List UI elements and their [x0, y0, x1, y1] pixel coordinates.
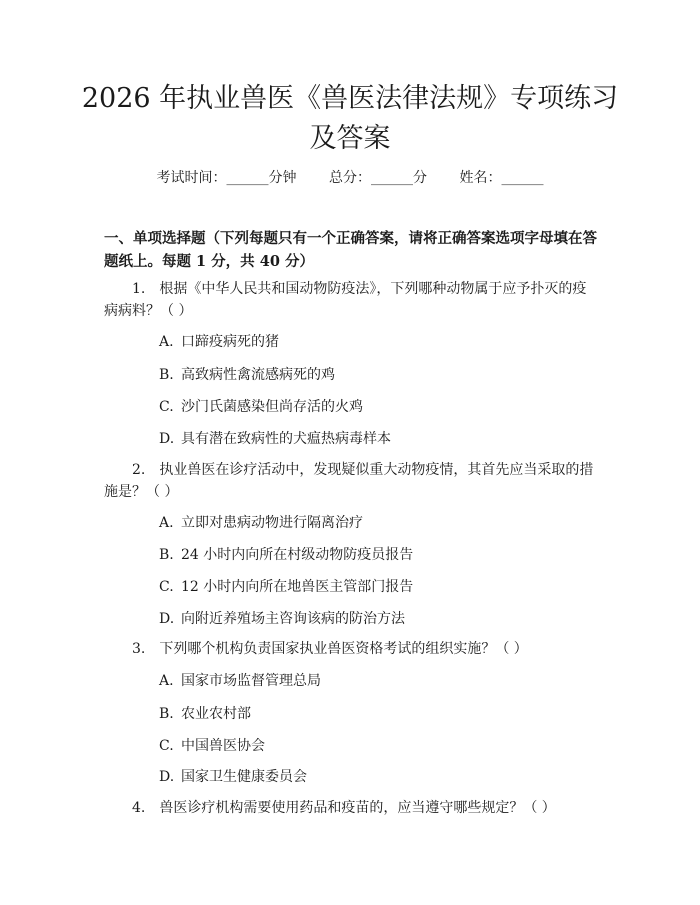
- option-text: 立即对患病动物进行隔离治疗: [181, 515, 363, 531]
- question-1-option-a: [159, 332, 599, 352]
- name-field: 姓名：______: [459, 170, 544, 186]
- title-line-1: 2026 年执业兽医《兽医法律法规》专项练习: [81, 83, 619, 114]
- question-1-option-d: [159, 429, 599, 449]
- option-letter: C.: [159, 579, 174, 595]
- option-letter: B.: [159, 547, 174, 563]
- option-text: 国家市场监督管理总局: [181, 673, 321, 689]
- option-letter: A.: [159, 673, 174, 689]
- question-2-option-a: [159, 513, 599, 533]
- option-letter: B.: [159, 706, 174, 722]
- document-title: [80, 79, 620, 159]
- title-line-2: 及答案: [309, 123, 391, 154]
- option-letter: D.: [159, 769, 175, 785]
- exam-meta: [0, 168, 700, 188]
- option-letter: A.: [159, 515, 174, 531]
- option-text: 国家卫生健康委员会: [181, 769, 307, 785]
- question-1-stem: 1. 根据《中华人民共和国动物防疫法》，下列哪种动物属于应予扑灭的疫病病料？（ ）: [104, 281, 587, 319]
- question-2-option-c: [159, 577, 599, 597]
- option-text: 12 小时内向所在地兽医主管部门报告: [181, 579, 414, 595]
- option-text: 沙门氏菌感染但尚存活的火鸡: [181, 399, 363, 415]
- question-3-option-a: [159, 671, 599, 691]
- section-header: 一、单项选择题（下列每题只有一个正确答案，请将正确答案选项字母填在答题纸上。每题 1 分，共 40 分）: [104, 230, 597, 270]
- option-text: 24 小时内向所在村级动物防疫员报告: [181, 547, 414, 563]
- option-text: 中国兽医协会: [181, 738, 265, 754]
- option-text: 农业农村部: [181, 706, 251, 722]
- option-letter: A.: [159, 334, 174, 350]
- option-letter: C.: [159, 399, 174, 415]
- total-score-field: 总分：______分: [329, 170, 427, 186]
- option-text: 口蹄疫病死的猪: [181, 334, 279, 350]
- exam-time-field: 考试时间：______分钟: [156, 170, 297, 186]
- question-2-stem: 2. 执业兽医在诊疗活动中，发现疑似重大动物疫情，其首先应当采取的措施是？（ ）: [104, 462, 594, 500]
- question-2-option-d: [159, 609, 599, 629]
- question-4-stem: 4. 兽医诊疗机构需要使用药品和疫苗的，应当遵守哪些规定？（ ）: [132, 800, 556, 816]
- question-2-option-b: [159, 545, 599, 565]
- question-1-option-c: [159, 397, 599, 417]
- question-3-stem: 3. 下列哪个机构负责国家执业兽医资格考试的组织实施？（ ）: [132, 641, 528, 657]
- option-letter: C.: [159, 738, 174, 754]
- question-1-option-b: [159, 365, 599, 385]
- option-text: 高致病性禽流感病死的鸡: [181, 367, 335, 383]
- option-letter: D.: [159, 611, 175, 627]
- question-3-option-b: [159, 704, 599, 724]
- question-3-option-d: [159, 767, 599, 787]
- option-letter: D.: [159, 431, 175, 447]
- question-3-option-c: [159, 736, 599, 756]
- option-letter: B.: [159, 367, 174, 383]
- option-text: 向附近养殖场主咨询该病的防治方法: [181, 611, 405, 627]
- option-text: 具有潜在致病性的犬瘟热病毒样本: [181, 431, 391, 447]
